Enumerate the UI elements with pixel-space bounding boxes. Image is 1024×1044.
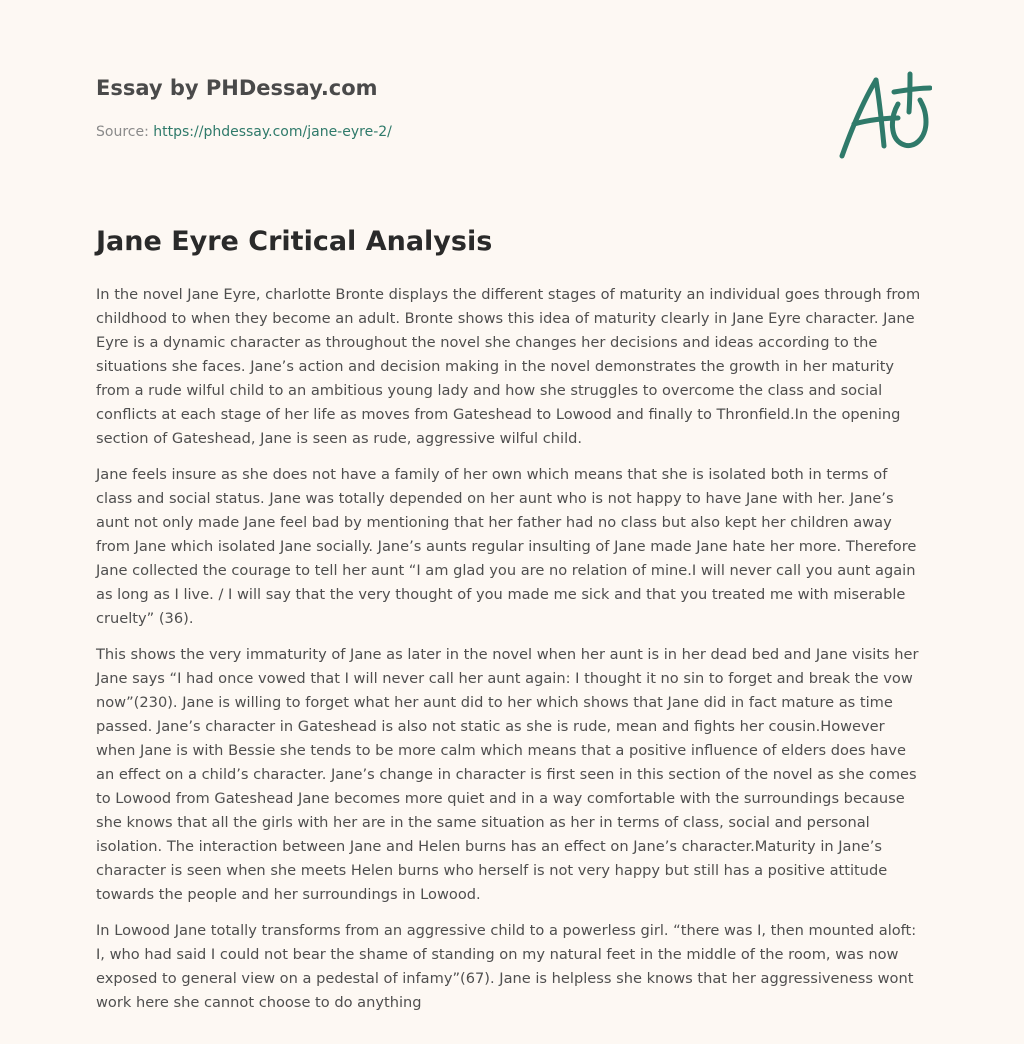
essay-title: Jane Eyre Critical Analysis <box>96 226 493 257</box>
a-plus-logo-icon <box>828 68 932 164</box>
essay-paragraph: Jane feels insure as she does not have a family of her own which means that she is isolated both in terms of class and social status. Jane was totally depended on her aunt who is not happy to have Jane with her. Jane’s aunt not only made Jane feel bad by mentioning that her father had no class but also kept her children away from Jane which isolated Jane socially. Jane’s aunts regular insulting of Jane made Jane hate her more. Therefore Jane collected the courage to tell her aunt “I am glad you are no relation of mine.I will never call you aunt again as long as I live. / I will say that the very thought of you made me sick and that you treated me with miserable cruelty” (36). <box>96 466 917 627</box>
source-line <box>96 124 392 140</box>
essay-body <box>96 283 926 1027</box>
page-header <box>96 0 928 200</box>
source-link[interactable]: https://phdessay.com/jane-eyre-2/ <box>153 124 392 140</box>
brand-title: Essay by PHDessay.com <box>96 76 378 100</box>
essay-paragraph: In Lowood Jane totally transforms from an aggressive child to a powerless girl. “there was I, then mounted aloft: I, who had said I could not bear the shame of standing on my natural feet in the middle of the room, was now exposed to general view on a pedestal of infamy”(67). Jane is helpless she knows that her aggressiveness wont work here she cannot choose to do anything <box>96 922 917 1011</box>
essay-paragraph: In the novel Jane Eyre, charlotte Bronte displays the different stages of maturity an individual goes through from childhood to when they become an adult. Bronte shows this idea of maturity clearly in Jane Eyre character. Jane Eyre is a dynamic character as throughout the novel she changes her decisions and ideas according to the situations she faces. Jane’s action and decision making in the novel demonstrates the growth in her maturity from a rude wilful child to an ambitious young lady and how she struggles to overcome the class and social conflicts at each stage of her life as moves from Gateshead to Lowood and finally to Thronfield.In the opening section of Gateshead, Jane is seen as rude, aggressive wilful child. <box>96 286 921 447</box>
source-label: Source: <box>96 124 154 140</box>
essay-paragraph: This shows the very immaturity of Jane as later in the novel when her aunt is in her dead bed and Jane visits her Jane says “I had once vowed that I will never call her aunt again: I thought it no sin to forget and break the vow now”(230). Jane is willing to forget what her aunt did to her which shows that Jane did in fact mature as time passed. Jane’s character in Gateshead is also not static as she is rude, mean and fights her cousin.However when Jane is with Bessie she tends to be more calm which means that a positive influence of elders does have an effect on a child’s character. Jane’s change in character is first seen in this section of the novel as she comes to Lowood from Gateshead Jane becomes more quiet and in a way comfortable with the surroundings because she knows that all the girls with her are in the same situation as her in terms of class, social and personal isolation. The interaction between Jane and Helen burns has an effect on Jane’s character.Maturity in Jane’s character is seen when she meets Helen burns who herself is not very happy but still has a positive attitude towards the people and her surroundings in Lowood. <box>96 646 919 903</box>
